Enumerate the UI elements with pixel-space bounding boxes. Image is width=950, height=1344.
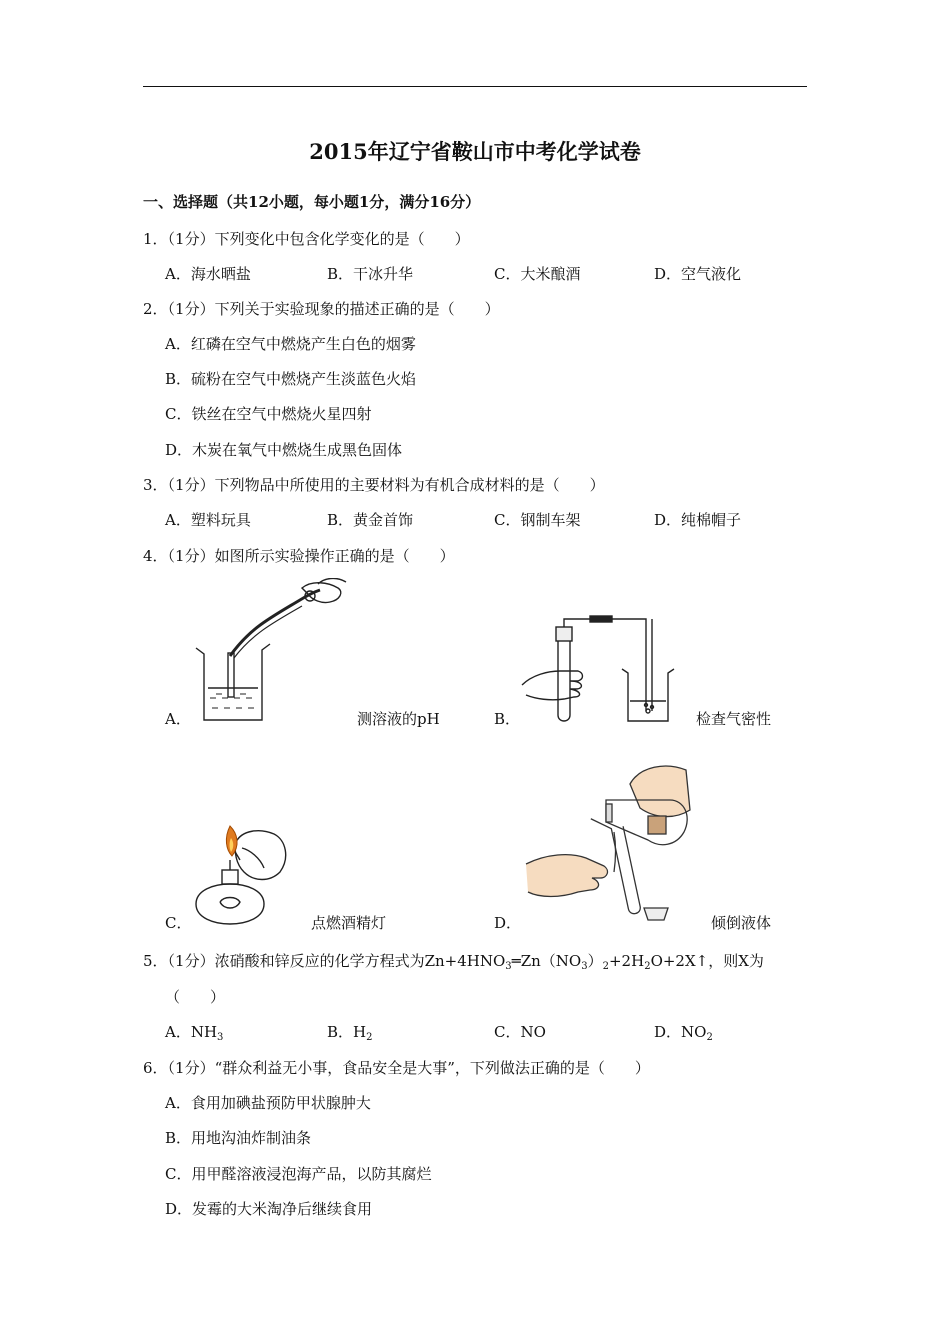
question-1-option-a: A．海水晒盐 bbox=[165, 265, 251, 283]
question-3-option-a: A．塑料玩具 bbox=[165, 511, 251, 529]
question-2-stem: 2．（1分）下列关于实验现象的描述正确的是（ ） bbox=[143, 300, 500, 318]
header-rule bbox=[143, 86, 807, 87]
question-5-option-a: A．$NH_3$ bbox=[165, 1023, 224, 1043]
question-5-stem-line2: （ ） bbox=[165, 988, 226, 1006]
question-5-stem: 5．（1分）浓硝酸和锌反应的化学方程式为$Zn+4HNO_3═Zn(NO_3)_2+2H_2O+2X↑$，则X为 bbox=[143, 952, 764, 972]
question-3-stem: 3．（1分）下列物品中所使用的主要材料为有机合成材料的是（ ） bbox=[143, 476, 605, 494]
question-1-option-d: D．空气液化 bbox=[654, 265, 742, 283]
question-6-option-a: A．食用加碘盐预防甲状腺肿大 bbox=[165, 1094, 371, 1112]
question-4-stem: 4．（1分）如图所示实验操作正确的是（ ） bbox=[143, 547, 455, 565]
question-2-option-c: C．铁丝在空气中燃烧火星四射 bbox=[165, 405, 372, 423]
figure-b-caption: 检查气密性 bbox=[696, 710, 772, 728]
page-title: 2015年辽宁省鞍山市中考化学试卷 bbox=[309, 139, 641, 164]
figure-c-letter: C． bbox=[165, 914, 192, 932]
question-3-option-b: B．黄金首饰 bbox=[327, 511, 414, 529]
section-heading: 一、选择题（共12小题，每小题1分，满分16分） bbox=[143, 193, 481, 211]
question-6-option-c: C．用甲醛溶液浸泡海产品，以防其腐烂 bbox=[165, 1165, 432, 1183]
airtightness-check-figure bbox=[520, 615, 690, 730]
question-1-option-c: C．大米酿酒 bbox=[494, 265, 581, 283]
question-3-option-d: D．纯棉帽子 bbox=[654, 511, 742, 529]
question-6-option-b: B．用地沟油炸制油条 bbox=[165, 1129, 312, 1147]
question-3-option-c: C．钢制车架 bbox=[494, 511, 581, 529]
question-5-option-d: D．$NO_2$ bbox=[654, 1023, 713, 1043]
figure-d-letter: D． bbox=[494, 914, 522, 932]
figure-c-caption: 点燃酒精灯 bbox=[311, 914, 387, 932]
question-2-option-a: A．红磷在空气中燃烧产生白色的烟雾 bbox=[165, 335, 416, 353]
figure-d-caption: 倾倒液体 bbox=[711, 914, 772, 932]
alcohol-lamp-lighting-figure bbox=[190, 820, 295, 930]
pouring-liquid-figure bbox=[520, 760, 695, 935]
figure-a-caption: 测溶液的pH bbox=[357, 710, 440, 728]
ph-test-beaker-figure bbox=[190, 578, 350, 728]
figure-a-letter: A． bbox=[165, 710, 191, 728]
question-5-option-b: B．$H_2$ bbox=[327, 1023, 373, 1043]
question-6-stem: 6．（1分）“群众利益无小事，食品安全是大事”，下列做法正确的是（ ） bbox=[143, 1059, 650, 1077]
question-1-stem: 1．（1分）下列变化中包含化学变化的是（ ） bbox=[143, 230, 470, 248]
question-5-option-c: C．NO bbox=[494, 1023, 546, 1041]
question-2-option-b: B．硫粉在空气中燃烧产生淡蓝色火焰 bbox=[165, 370, 417, 388]
question-2-option-d: D．木炭在氧气中燃烧生成黑色固体 bbox=[165, 441, 403, 459]
question-1-option-b: B．干冰升华 bbox=[327, 265, 414, 283]
question-6-option-d: D．发霉的大米淘净后继续食用 bbox=[165, 1200, 373, 1218]
figure-b-letter: B． bbox=[494, 710, 521, 728]
